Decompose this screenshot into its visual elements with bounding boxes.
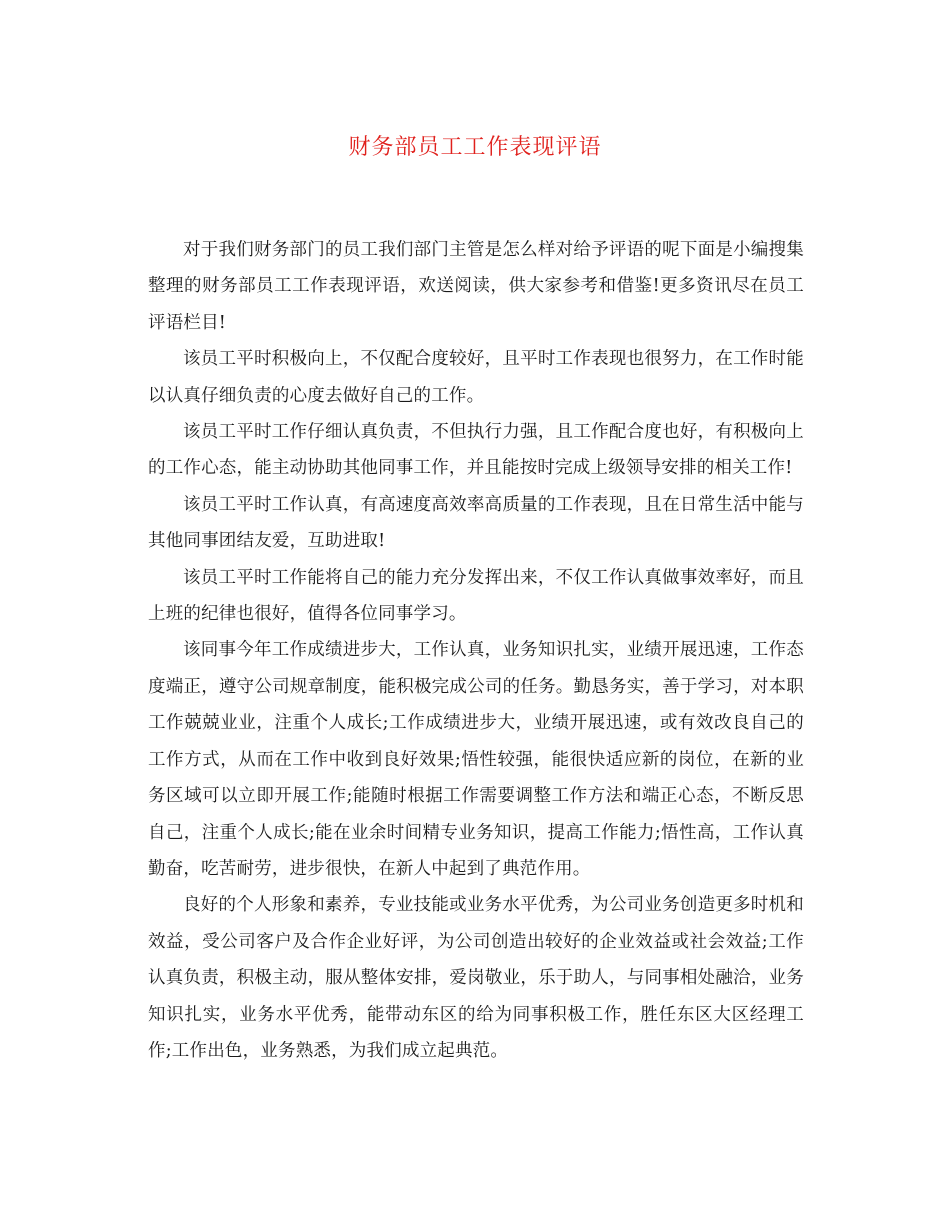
paragraph-comment-2: 该员工平时工作仔细认真负责，不但执行力强，且工作配合度也好，有积极向上的工作心态，能主动协助其他同事工作，并且能按时完成上级领导安排的相关工作!: [148, 422, 804, 479]
paragraph-comment-1: 该员工平时积极向上，不仅配合度较好，且平时工作表现也很努力，在工作时能以认真仔细负责的心度去做好自己的工作。: [148, 349, 804, 406]
paragraph-intro: 对于我们财务部门的员工我们部门主管是怎么样对给予评语的呢下面是小编搜集整理的财务部员工工作表现评语，欢送阅读，供大家参考和借鉴!更多资讯尽在员工评语栏目!: [148, 240, 804, 333]
paragraph-comment-3: 该员工平时工作认真，有高速度高效率高质量的工作表现，且在日常生活中能与其他同事团结友爱，互助进取!: [148, 494, 804, 552]
document-title: 财务部员工工作表现评语: [348, 135, 602, 160]
paragraph-comment-6: 良好的个人形象和素养，专业技能或业务水平优秀，为公司业务创造更多时机和效益，受公司客户及合作企业好评，为公司创造出较好的企业效益或社会效益;工作认真负责，积极主动，服从整体安排，爱岗敬业，乐于助人，与同事相处融洽，业务知识扎实，业务水平优秀，能带动东区的给为同事积极工作，胜任东区大区经理工作;工作出色，业务熟悉，为我们成立起典范。: [148, 895, 804, 1061]
document-body: [148, 232, 804, 1069]
paragraph-comment-4: 该员工平时工作能将自己的能力充分发挥出来，不仅工作认真做事效率好，而且上班的纪律也很好，值得各位同事学习。: [148, 567, 804, 625]
paragraph-comment-5: 该同事今年工作成绩进步大，工作认真，业务知识扎实，业绩开展迅速，工作态度端正，遵守公司规章制度，能积极完成公司的任务。勤恳务实，善于学习，对本职工作兢兢业业，注重个人成长;工作成绩进步大，业绩开展迅速，或有效改良自己的工作方式，从而在工作中收到良好效果;悟性较强，能很快适应新的岗位，在新的业务区域可以立即开展工作;能随时根据工作需要调整工作方法和端正心态，不断反思自己，注重个人成长;能在业余时间精专业务知识，提高工作能力;悟性高，工作认真勤奋，吃苦耐劳，进步很快，在新人中起到了典范作用。: [148, 640, 804, 879]
